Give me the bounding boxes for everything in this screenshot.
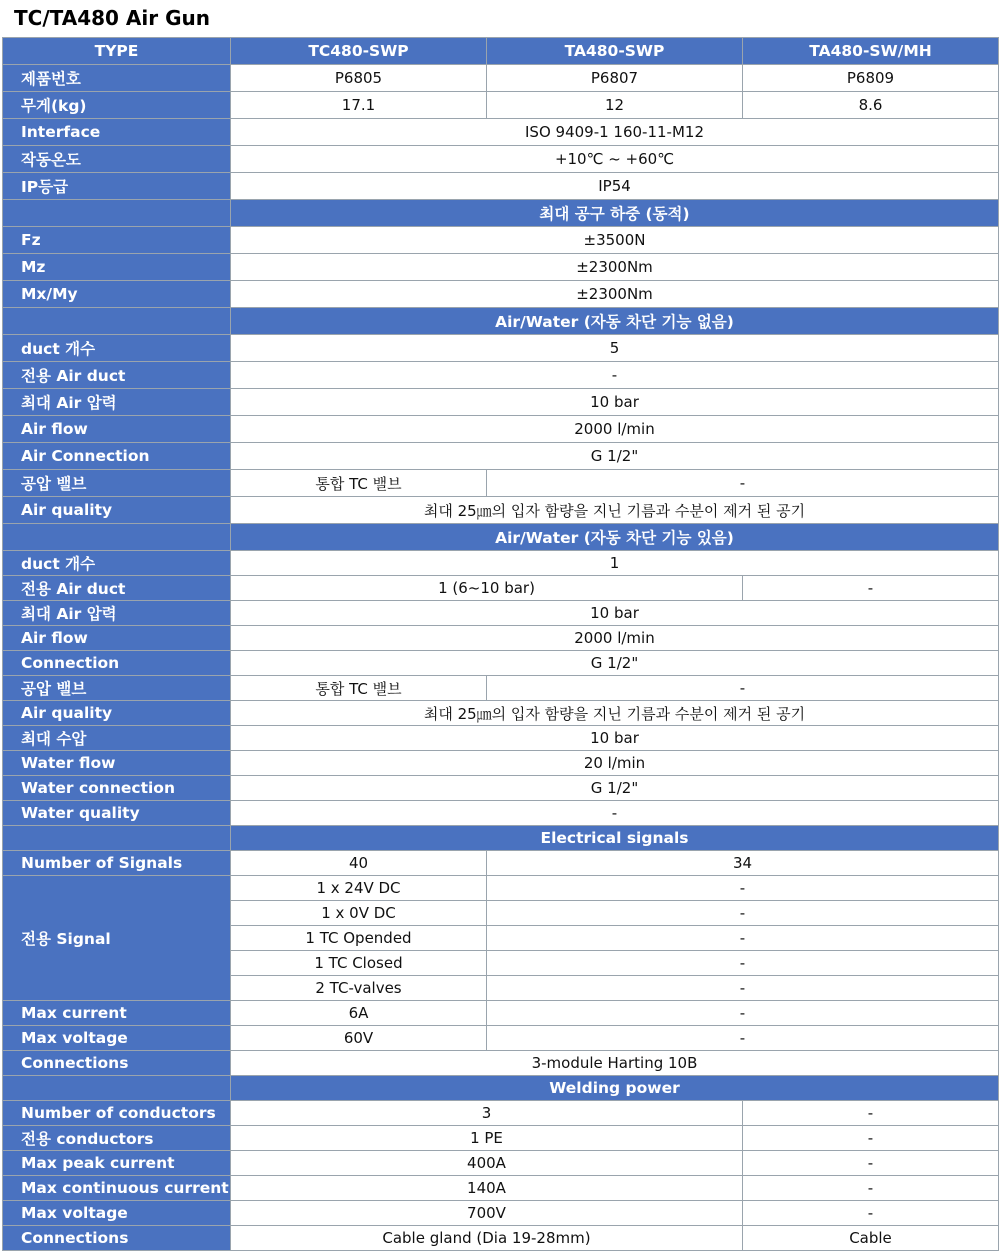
spec-label: 전용 Signal <box>3 876 231 1001</box>
spec-label: 작동온도 <box>3 146 231 173</box>
header-type: TYPE <box>3 38 231 65</box>
spec-value: P6805 <box>231 65 487 92</box>
section-row <box>3 524 999 551</box>
spec-label: Connection <box>3 651 231 676</box>
spec-row <box>3 65 999 92</box>
spec-row <box>3 651 999 676</box>
spec-value: 10 bar <box>231 726 999 751</box>
spec-row <box>3 362 999 389</box>
spec-value: P6807 <box>487 65 743 92</box>
spec-value: 17.1 <box>231 92 487 119</box>
spec-value: 10 bar <box>231 389 999 416</box>
spec-label: 최대 Air 압력 <box>3 389 231 416</box>
spec-value: 2 TC-valves <box>231 976 487 1001</box>
section-title: 최대 공구 하중 (동적) <box>231 200 999 227</box>
spec-value: 1 <box>231 551 999 576</box>
spec-row <box>3 497 999 524</box>
spec-row <box>3 1101 999 1126</box>
section-title: Air/Water (자동 차단 기능 없음) <box>231 308 999 335</box>
section-blank-cell <box>3 308 231 335</box>
spec-label: 공압 밸브 <box>3 470 231 497</box>
spec-label: 무게(kg) <box>3 92 231 119</box>
spec-value: - <box>743 1101 999 1126</box>
spec-label: duct 개수 <box>3 335 231 362</box>
spec-row <box>3 173 999 200</box>
spec-value: 6A <box>231 1001 487 1026</box>
spec-value: - <box>743 1126 999 1151</box>
spec-value: - <box>743 1201 999 1226</box>
spec-row <box>3 601 999 626</box>
spec-row <box>3 876 999 901</box>
spec-value: +10℃ ~ +60℃ <box>231 146 999 173</box>
spec-row <box>3 576 999 601</box>
spec-value: - <box>743 1151 999 1176</box>
section-row <box>3 826 999 851</box>
spec-label: Mz <box>3 254 231 281</box>
header-model: TA480-SWP <box>487 38 743 65</box>
spec-value: 10 bar <box>231 601 999 626</box>
spec-row <box>3 146 999 173</box>
spec-row <box>3 443 999 470</box>
spec-value: 140A <box>231 1176 743 1201</box>
spec-value: - <box>487 926 999 951</box>
spec-value: 3 <box>231 1101 743 1126</box>
section-row <box>3 200 999 227</box>
spec-row <box>3 254 999 281</box>
spec-row <box>3 416 999 443</box>
spec-value: 3-module Harting 10B <box>231 1051 999 1076</box>
spec-row <box>3 726 999 751</box>
spec-row <box>3 227 999 254</box>
spec-value: ISO 9409-1 160-11-M12 <box>231 119 999 146</box>
spec-label: Max voltage <box>3 1201 231 1226</box>
spec-row <box>3 1001 999 1026</box>
spec-value: 400A <box>231 1151 743 1176</box>
spec-label: Air flow <box>3 416 231 443</box>
spec-value: Cable gland (Dia 19-28mm) <box>231 1226 743 1251</box>
spec-value: 700V <box>231 1201 743 1226</box>
spec-value: 1 TC Closed <box>231 951 487 976</box>
section-row <box>3 1076 999 1101</box>
spec-value: IP54 <box>231 173 999 200</box>
spec-row <box>3 389 999 416</box>
spec-value: ±3500N <box>231 227 999 254</box>
spec-label: Max current <box>3 1001 231 1026</box>
spec-value: 60V <box>231 1026 487 1051</box>
spec-value: 40 <box>231 851 487 876</box>
spec-label: Water flow <box>3 751 231 776</box>
spec-row <box>3 676 999 701</box>
spec-value: 5 <box>231 335 999 362</box>
spec-label: Air quality <box>3 497 231 524</box>
spec-label: 전용 Air duct <box>3 362 231 389</box>
spec-label: 전용 conductors <box>3 1126 231 1151</box>
spec-table <box>2 37 999 1251</box>
spec-label: Number of Signals <box>3 851 231 876</box>
spec-row <box>3 281 999 308</box>
section-blank-cell <box>3 524 231 551</box>
spec-value: - <box>231 801 999 826</box>
spec-row <box>3 551 999 576</box>
spec-value: 통합 TC 밸브 <box>231 676 487 701</box>
section-blank-cell <box>3 200 231 227</box>
spec-label: 제품번호 <box>3 65 231 92</box>
section-title: Welding power <box>231 1076 999 1101</box>
spec-row <box>3 1026 999 1051</box>
section-title: Electrical signals <box>231 826 999 851</box>
header-row <box>3 38 999 65</box>
spec-value: 1 x 0V DC <box>231 901 487 926</box>
spec-value: Cable <box>743 1226 999 1251</box>
spec-value: 2000 l/min <box>231 416 999 443</box>
page-title: TC/TA480 Air Gun <box>14 6 210 30</box>
spec-row <box>3 851 999 876</box>
spec-label: Max voltage <box>3 1026 231 1051</box>
spec-label: 최대 수압 <box>3 726 231 751</box>
spec-value: 통합 TC 밸브 <box>231 470 487 497</box>
spec-label: Air Connection <box>3 443 231 470</box>
spec-label: Max peak current <box>3 1151 231 1176</box>
spec-label: Number of conductors <box>3 1101 231 1126</box>
spec-value: 최대 25㎛의 입자 함량을 지닌 기름과 수분이 제거 된 공기 <box>231 701 999 726</box>
spec-label: duct 개수 <box>3 551 231 576</box>
spec-label: Connections <box>3 1051 231 1076</box>
spec-label: Air flow <box>3 626 231 651</box>
header-model: TC480-SWP <box>231 38 487 65</box>
spec-label: Connections <box>3 1226 231 1251</box>
spec-value: - <box>487 976 999 1001</box>
spec-value: 1 x 24V DC <box>231 876 487 901</box>
spec-value: 34 <box>487 851 999 876</box>
spec-value: - <box>487 876 999 901</box>
spec-row <box>3 701 999 726</box>
spec-label: Water quality <box>3 801 231 826</box>
spec-value: - <box>743 576 999 601</box>
spec-row <box>3 751 999 776</box>
spec-value: - <box>487 951 999 976</box>
spec-row <box>3 1176 999 1201</box>
spec-label: Interface <box>3 119 231 146</box>
spec-value: - <box>487 1001 999 1026</box>
spec-row <box>3 92 999 119</box>
spec-label: 공압 밸브 <box>3 676 231 701</box>
spec-value: - <box>487 901 999 926</box>
spec-value: G 1/2" <box>231 651 999 676</box>
spec-value: ±2300Nm <box>231 281 999 308</box>
spec-row <box>3 470 999 497</box>
spec-value: - <box>231 362 999 389</box>
spec-label: Air quality <box>3 701 231 726</box>
spec-value: G 1/2" <box>231 443 999 470</box>
spec-value: 2000 l/min <box>231 626 999 651</box>
spec-row <box>3 1126 999 1151</box>
section-title: Air/Water (자동 차단 기능 있음) <box>231 524 999 551</box>
spec-value: 1 PE <box>231 1126 743 1151</box>
spec-row <box>3 626 999 651</box>
spec-label: Fz <box>3 227 231 254</box>
spec-value: P6809 <box>743 65 999 92</box>
spec-value: 8.6 <box>743 92 999 119</box>
spec-row <box>3 1151 999 1176</box>
spec-value: - <box>487 470 999 497</box>
spec-value: 1 (6~10 bar) <box>231 576 743 601</box>
spec-value: 1 TC Opended <box>231 926 487 951</box>
spec-value: - <box>743 1176 999 1201</box>
spec-label: Max continuous current <box>3 1176 231 1201</box>
spec-value: - <box>487 1026 999 1051</box>
spec-value: 최대 25㎛의 입자 함량을 지닌 기름과 수분이 제거 된 공기 <box>231 497 999 524</box>
spec-label: 전용 Air duct <box>3 576 231 601</box>
spec-label: Water connection <box>3 776 231 801</box>
spec-label: 최대 Air 압력 <box>3 601 231 626</box>
spec-row <box>3 1051 999 1076</box>
spec-row <box>3 1226 999 1251</box>
spec-value: ±2300Nm <box>231 254 999 281</box>
spec-label: Mx/My <box>3 281 231 308</box>
spec-row <box>3 801 999 826</box>
section-row <box>3 308 999 335</box>
spec-value: 12 <box>487 92 743 119</box>
spec-row <box>3 776 999 801</box>
spec-row <box>3 335 999 362</box>
spec-row <box>3 1201 999 1226</box>
spec-label: IP등급 <box>3 173 231 200</box>
spec-value: - <box>487 676 999 701</box>
section-blank-cell <box>3 826 231 851</box>
spec-value: 20 l/min <box>231 751 999 776</box>
spec-row <box>3 119 999 146</box>
header-model: TA480-SW/MH <box>743 38 999 65</box>
section-blank-cell <box>3 1076 231 1101</box>
spec-value: G 1/2" <box>231 776 999 801</box>
